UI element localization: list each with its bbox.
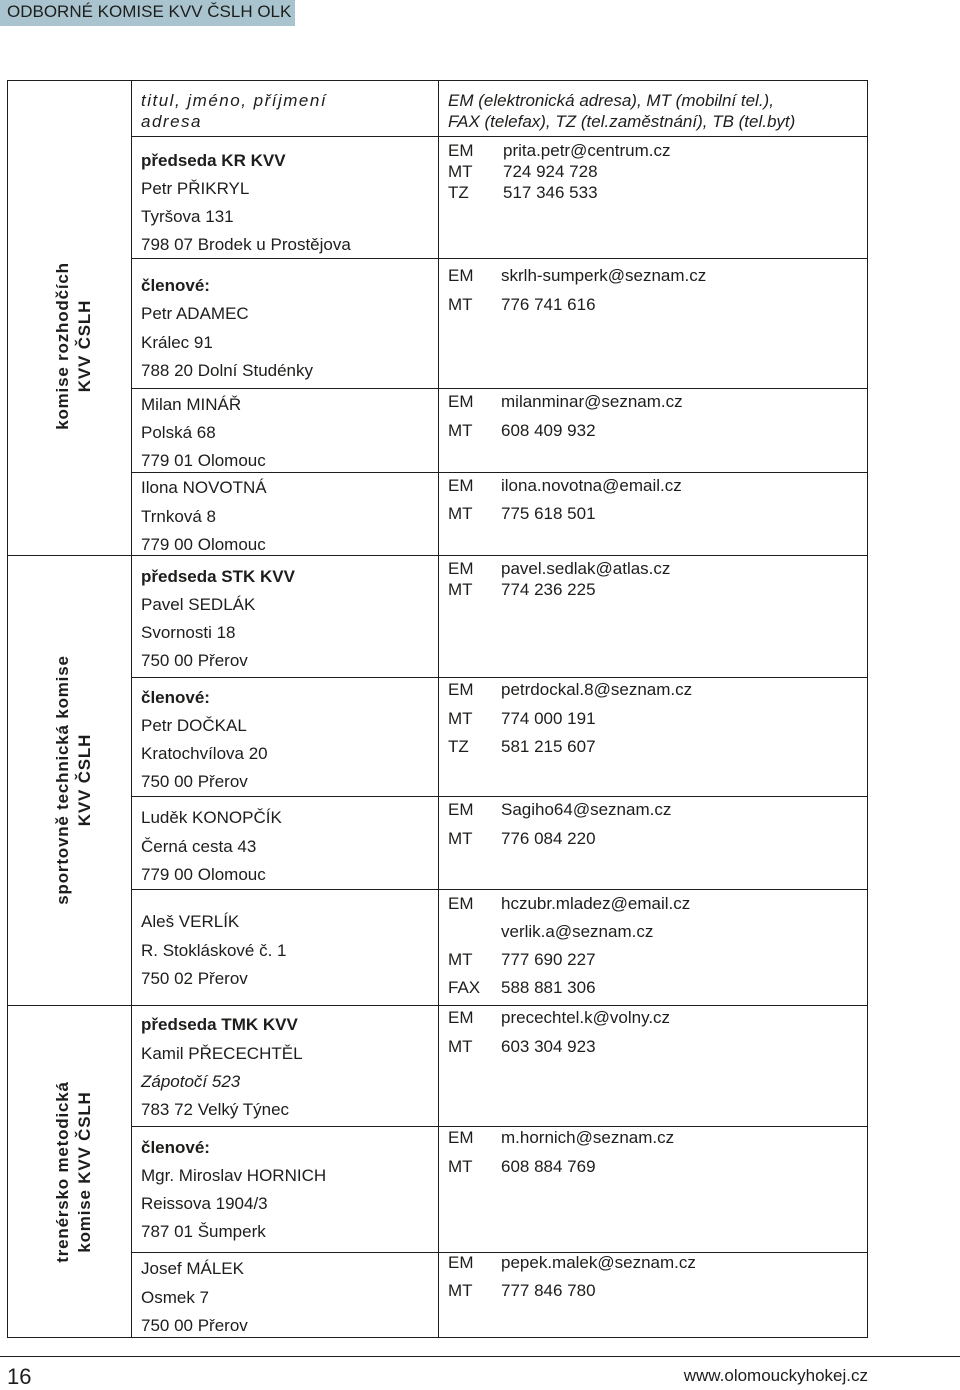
person-street: Trnková 8 xyxy=(141,507,216,526)
contact-type: TZ xyxy=(448,737,469,756)
footer-divider xyxy=(0,1356,960,1357)
section-divider xyxy=(8,555,867,556)
contact-email: hczubr.mladez@email.cz xyxy=(501,894,691,913)
page-number: 16 xyxy=(7,1364,32,1389)
person-name: Petr ADAMEC xyxy=(141,304,249,323)
column-header-contacts: EM (elektronická adresa), MT (mobilní tel.), xyxy=(448,91,774,110)
contact-type: MT xyxy=(448,709,473,728)
contact-phone: 775 618 501 xyxy=(501,504,596,523)
person-city: 750 00 Přerov xyxy=(141,1316,248,1335)
contact-type: EM xyxy=(448,559,474,578)
person-city: 750 02 Přerov xyxy=(141,969,248,988)
contact-email: verlik.a@seznam.cz xyxy=(501,922,654,941)
row-divider xyxy=(131,1252,867,1253)
person-city: 750 00 Přerov xyxy=(141,772,248,791)
contact-email: petrdockal.8@seznam.cz xyxy=(501,680,693,699)
contact-type: MT xyxy=(448,1281,473,1300)
person-street: Reissova 1904/3 xyxy=(141,1194,268,1213)
contact-email: ilona.novotna@email.cz xyxy=(501,476,682,495)
person-street: Osmek 7 xyxy=(141,1288,210,1307)
person-street: Tyršova 131 xyxy=(141,207,234,226)
person-name: Luděk KONOPČÍK xyxy=(141,808,282,827)
person-street: Zápotočí 523 xyxy=(141,1072,241,1091)
person-street: Králec 91 xyxy=(141,333,213,352)
section-divider xyxy=(8,1005,867,1006)
contact-phone: 581 215 607 xyxy=(501,737,596,756)
person-city: 779 00 Olomouc xyxy=(141,865,266,884)
row-divider xyxy=(131,889,867,890)
contact-phone: 774 000 191 xyxy=(501,709,596,728)
contact-type: EM xyxy=(448,476,474,495)
contact-type: EM xyxy=(448,800,474,819)
row-divider xyxy=(131,472,867,473)
contact-type: EM xyxy=(448,1253,474,1272)
role-label: předseda TMK KVV xyxy=(141,1015,298,1034)
person-name: Mgr. Miroslav HORNICH xyxy=(141,1166,327,1185)
role-label: předseda KR KVV xyxy=(141,151,286,170)
contact-email: pavel.sedlak@atlas.cz xyxy=(501,559,671,578)
person-name: Pavel SEDLÁK xyxy=(141,595,256,614)
contact-phone: 608 884 769 xyxy=(501,1157,596,1176)
person-name: Milan MINÁŘ xyxy=(141,395,242,414)
person-street: Polská 68 xyxy=(141,423,216,442)
role-label: členové: xyxy=(141,276,210,295)
contact-phone: 517 346 533 xyxy=(503,183,598,202)
contact-type: EM xyxy=(448,1128,474,1147)
contact-email: m.hornich@seznam.cz xyxy=(501,1128,675,1147)
contact-phone: 603 304 923 xyxy=(501,1037,596,1056)
contact-type: MT xyxy=(448,1037,473,1056)
contact-phone: 724 924 728 xyxy=(503,162,598,181)
person-city: 783 72 Velký Týnec xyxy=(141,1100,290,1119)
row-divider xyxy=(131,677,867,678)
contact-email: milanminar@seznam.cz xyxy=(501,392,683,411)
contact-email: precechtel.k@volny.cz xyxy=(501,1008,671,1027)
contact-type: MT xyxy=(448,162,473,181)
footer-website: www.olomouckyhokej.cz xyxy=(683,1366,868,1385)
person-name: Aleš VERLÍK xyxy=(141,912,240,931)
commissions-table xyxy=(7,80,868,1338)
person-name: Petr PŘIKRYL xyxy=(141,179,250,198)
contact-type: MT xyxy=(448,504,473,523)
contact-phone: 776 741 616 xyxy=(501,295,596,314)
person-street: Černá cesta 43 xyxy=(141,837,257,856)
contact-phone: 776 084 220 xyxy=(501,829,596,848)
person-name: Kamil PŘECECHTĚL xyxy=(141,1044,303,1063)
contact-type: MT xyxy=(448,950,473,969)
contact-type: FAX xyxy=(448,978,481,997)
page-header-title: ODBORNÉ KOMISE KVV ČSLH OLK xyxy=(7,2,292,21)
contact-type: TZ xyxy=(448,183,469,202)
row-divider xyxy=(131,258,867,259)
contact-phone: 777 690 227 xyxy=(501,950,596,969)
row-divider xyxy=(131,388,867,389)
contact-phone: 777 846 780 xyxy=(501,1281,596,1300)
person-street: R. Stokláskové č. 1 xyxy=(141,941,287,960)
person-street: Svornosti 18 xyxy=(141,623,236,642)
person-name: Petr DOČKAL xyxy=(141,716,247,735)
person-city: 798 07 Brodek u Prostějova xyxy=(141,235,351,254)
person-name: Ilona NOVOTNÁ xyxy=(141,478,267,497)
contact-type: EM xyxy=(448,1008,474,1027)
contact-type: MT xyxy=(448,421,473,440)
column-divider-2 xyxy=(438,81,439,1337)
person-city: 779 00 Olomouc xyxy=(141,535,266,554)
person-city: 779 01 Olomouc xyxy=(141,451,266,470)
contact-email: pepek.malek@seznam.cz xyxy=(501,1253,696,1272)
contact-fax: 588 881 306 xyxy=(501,978,596,997)
column-divider-1 xyxy=(131,81,132,1337)
contact-type: MT xyxy=(448,1157,473,1176)
contact-type: EM xyxy=(448,141,474,160)
contact-type: EM xyxy=(448,894,474,913)
role-label: předseda STK KVV xyxy=(141,567,295,586)
contact-type: EM xyxy=(448,680,474,699)
contact-phone: 774 236 225 xyxy=(501,580,596,599)
contact-type: EM xyxy=(448,392,474,411)
contact-phone: 608 409 932 xyxy=(501,421,596,440)
role-label: členové: xyxy=(141,688,210,707)
contact-email: Sagiho64@seznam.cz xyxy=(501,800,672,819)
contact-type: MT xyxy=(448,295,473,314)
person-city: 788 20 Dolní Studénky xyxy=(141,361,314,380)
contact-type: MT xyxy=(448,580,473,599)
contact-type: EM xyxy=(448,266,474,285)
column-header-contacts-2: FAX (telefax), TZ (tel.zaměstnání), TB (tel.byt) xyxy=(448,112,796,131)
row-divider xyxy=(131,1126,867,1127)
person-name: Josef MÁLEK xyxy=(141,1259,244,1278)
row-divider xyxy=(131,136,867,137)
column-header-name: titul, jméno, příjmení xyxy=(141,91,328,110)
row-divider xyxy=(131,796,867,797)
person-city: 787 01 Šumperk xyxy=(141,1222,266,1241)
role-label: členové: xyxy=(141,1138,210,1157)
contact-email: skrlh-sumperk@seznam.cz xyxy=(501,266,707,285)
person-street: Kratochvílova 20 xyxy=(141,744,268,763)
column-header-address: adresa xyxy=(141,112,202,131)
contact-email: prita.petr@centrum.cz xyxy=(503,141,671,160)
contact-type: MT xyxy=(448,829,473,848)
person-city: 750 00 Přerov xyxy=(141,651,248,670)
